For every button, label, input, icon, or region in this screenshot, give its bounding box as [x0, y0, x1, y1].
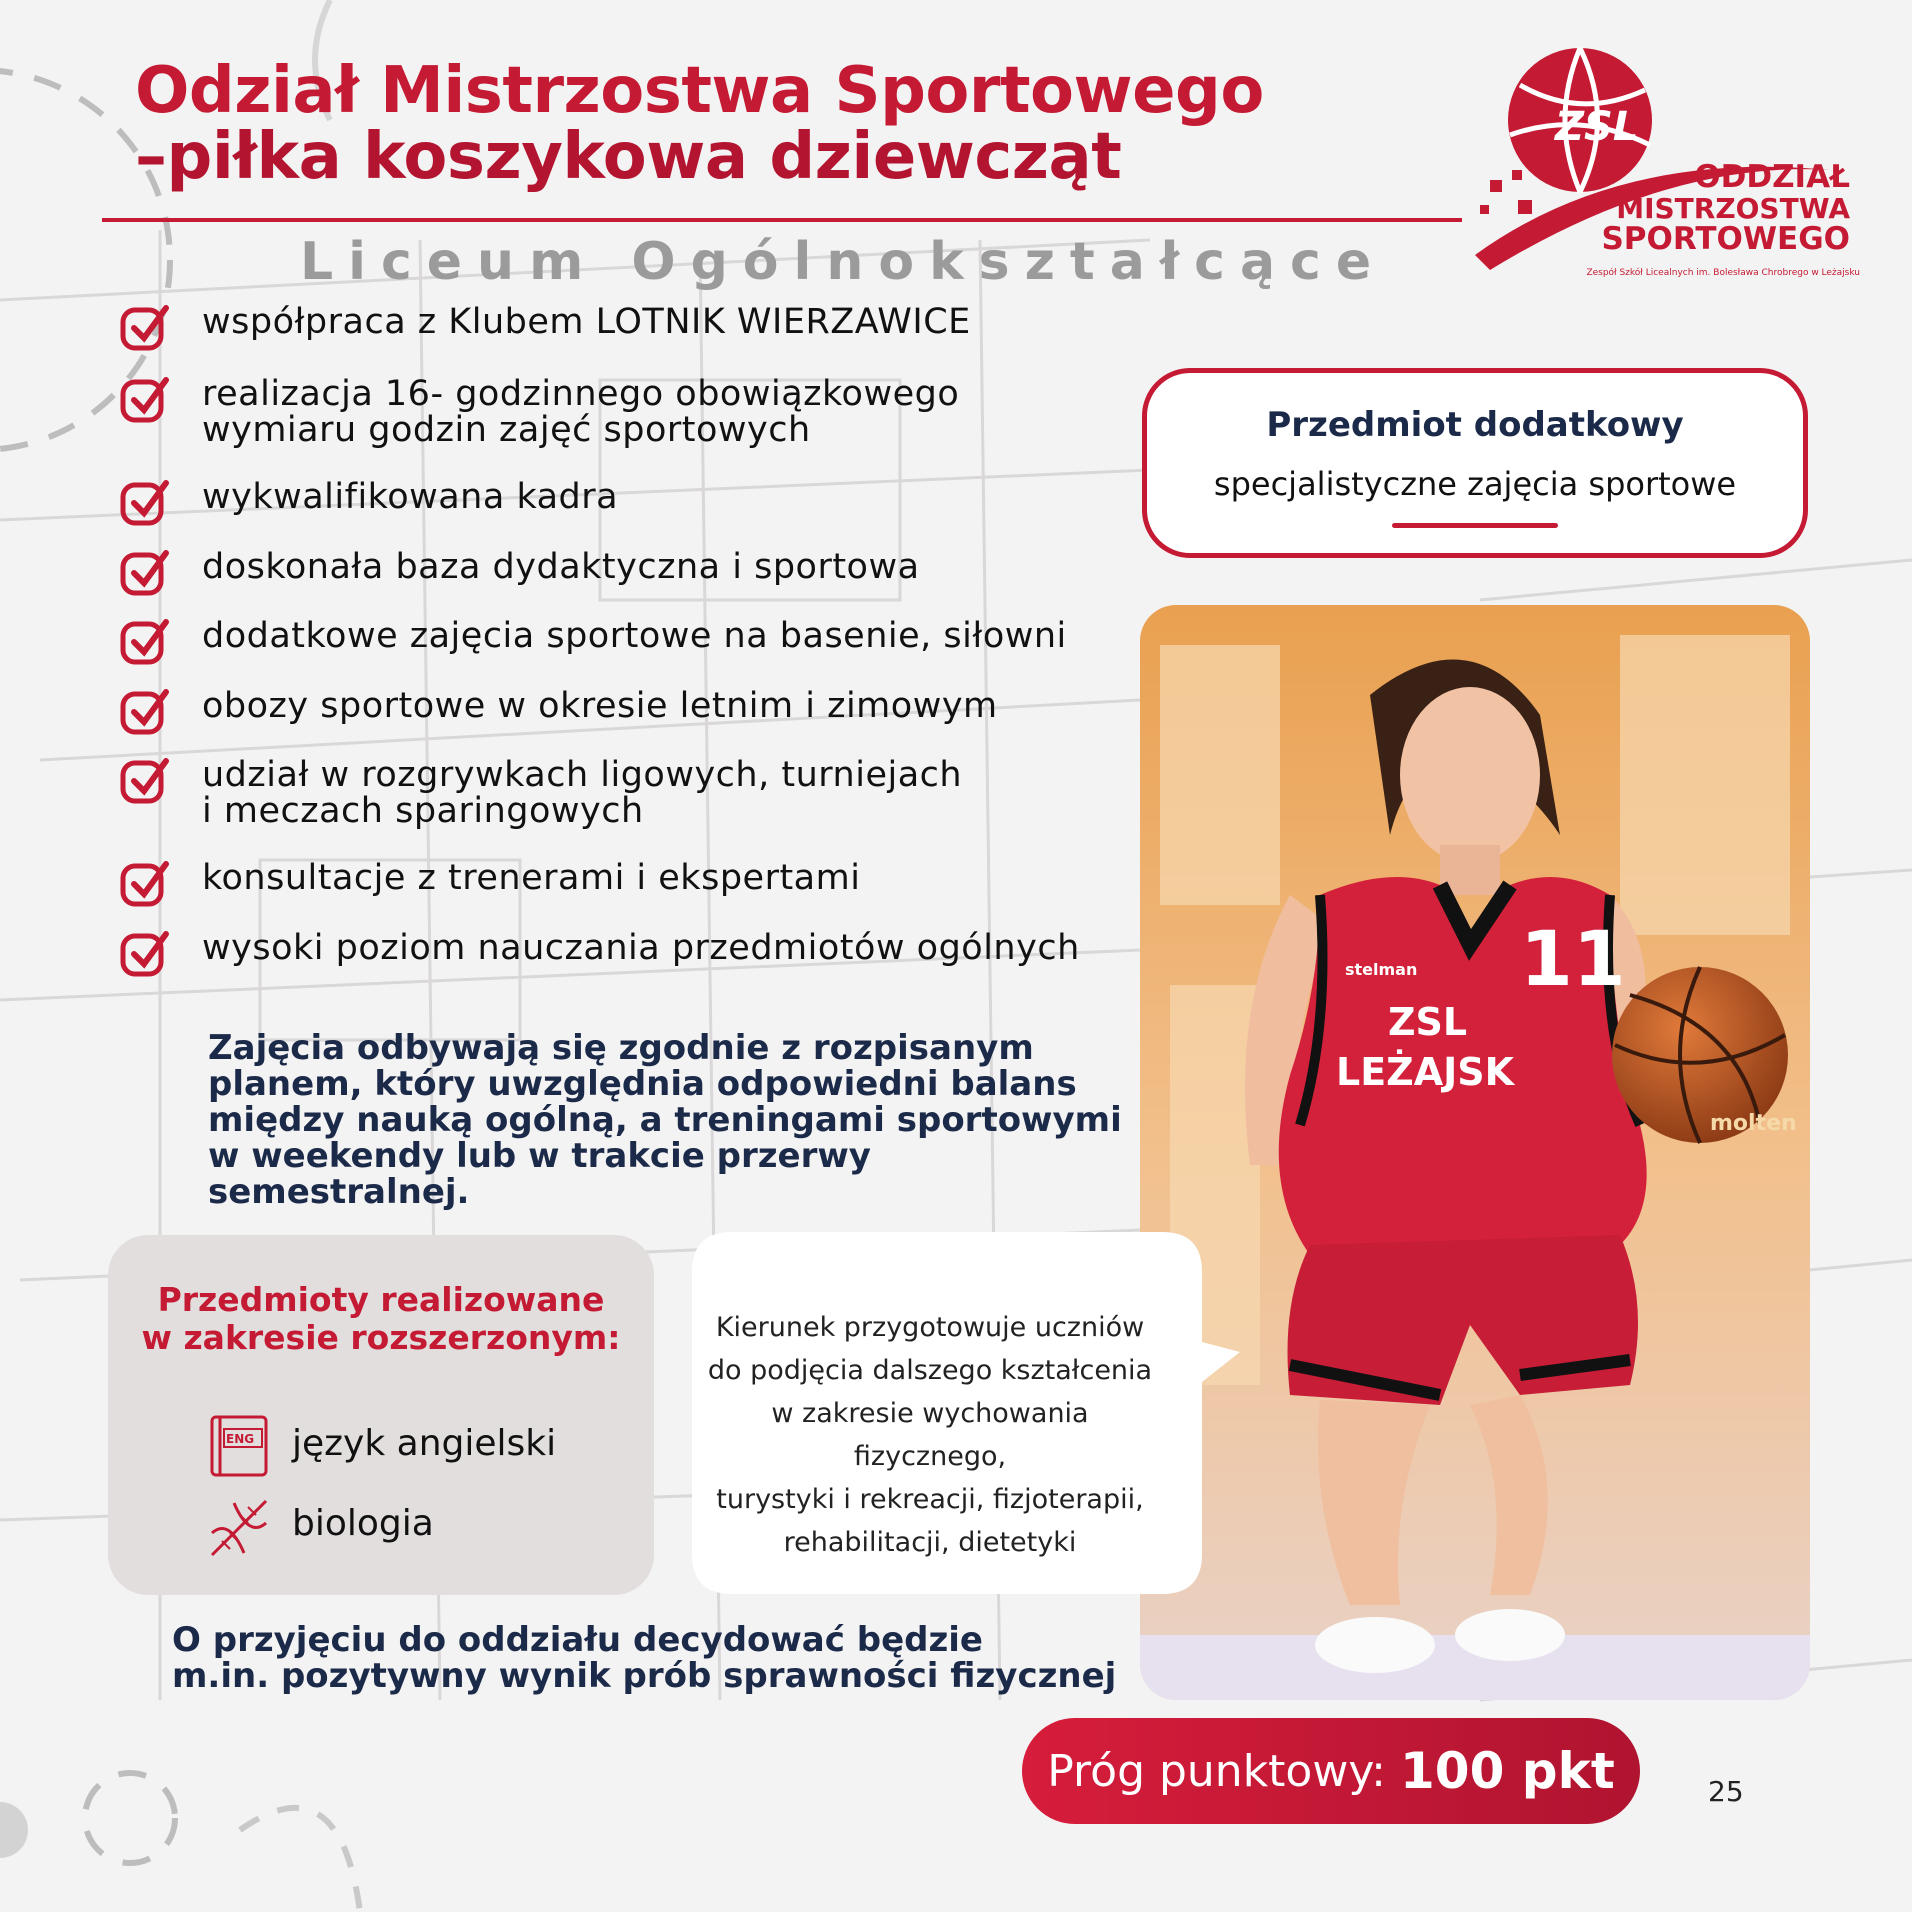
schedule-paragraph: [208, 1030, 1128, 1210]
jersey-text-2: LEŻAJSK: [1336, 1050, 1515, 1094]
subject-biology: biologia: [292, 1503, 434, 1544]
logo-monogram: ZSL: [1555, 104, 1639, 150]
list-item: [118, 614, 1128, 668]
list-item: [118, 753, 1128, 829]
list-item: [118, 684, 1128, 738]
logo-subtext: Zespół Szkół Licealnych im. Bolesława Chrobrego w Leżajsku: [1586, 268, 1860, 278]
title-divider: [102, 218, 1462, 222]
jersey-text-1: ZSL: [1388, 1000, 1468, 1044]
feature-text: wysoki poziom nauczania przedmiotów ogólnych: [202, 928, 1080, 968]
feature-text: udział w rozgrywkach ligowych, turniejach: [202, 755, 963, 795]
logo-line-2: MISTRZOSTWA: [1616, 192, 1850, 225]
extended-heading-line-1: Przedmioty realizowane: [157, 1280, 605, 1319]
points-threshold-badge: [1022, 1718, 1640, 1824]
list-item: [118, 300, 1128, 354]
extra-subject-underline: [1392, 523, 1558, 528]
logo-line-1: ODDZIAŁ: [1694, 159, 1850, 195]
page-number: 25: [1708, 1775, 1744, 1808]
extended-heading-line-2: w zakresie rozszerzonym:: [141, 1318, 621, 1357]
schedule-line-3: między nauką ogólną, a treningami sportowymi: [208, 1100, 1122, 1140]
dna-icon: [204, 1493, 274, 1563]
basketball-player-photo: [1140, 605, 1810, 1700]
english-book-icon-label: ENG: [226, 1432, 255, 1446]
extra-subject-heading: Przedmiot dodatkowy: [1266, 405, 1684, 445]
extended-subjects-box: [108, 1235, 654, 1595]
list-item: [118, 372, 1128, 448]
page-title: [135, 54, 1435, 194]
check-icon: [118, 926, 172, 980]
schedule-line-4: w weekendy lub w trakcie przerwy semestralnej.: [208, 1136, 871, 1212]
check-icon: [118, 300, 172, 354]
bubble-line-4: turystyki i rekreacji, fizjoterapii,: [716, 1484, 1144, 1515]
ball-brand: molten: [1710, 1111, 1797, 1136]
feature-text: dodatkowe zajęcia sportowe na basenie, siłowni: [202, 616, 1067, 656]
extra-subject-value: specjalistyczne zajęcia sportowe: [1213, 465, 1737, 503]
check-icon: [118, 684, 172, 738]
check-icon: [118, 545, 172, 599]
photo-illustration: [1140, 605, 1810, 1700]
feature-text: realizacja 16- godzinnego obowiązkowego: [202, 374, 960, 414]
english-book-icon: [204, 1411, 274, 1481]
schedule-line-2: planem, który uwzględnia odpowiedni balans: [208, 1064, 1077, 1104]
list-item: [118, 545, 1128, 599]
bubble-line-3: w zakresie wychowania fizycznego,: [771, 1398, 1089, 1472]
extended-subjects-heading: [108, 1281, 654, 1357]
title-line-1: Odział Mistrzostwa Sportowego: [135, 54, 1264, 128]
logo-wordmark: [1601, 159, 1850, 257]
bubble-line-5: rehabilitacji, dietetyki: [783, 1527, 1077, 1558]
check-icon: [118, 856, 172, 910]
schedule-line-1: Zajęcia odbywają się zgodnie z rozpisanym: [208, 1028, 1034, 1068]
admission-line-1: O przyjęciu do oddziału decydować będzie: [172, 1620, 983, 1660]
subject-english: język angielski: [292, 1423, 557, 1464]
feature-text: obozy sportowe w okresie letnim i zimowym: [202, 686, 998, 726]
check-icon: [118, 475, 172, 529]
check-icon: [118, 614, 172, 668]
check-icon: [118, 372, 172, 426]
jersey-brand: stelman: [1345, 960, 1418, 979]
points-value: 100 pkt: [1400, 1742, 1615, 1800]
admission-line-2: m.in. pozytywny wynik prób sprawności fizycznej: [172, 1656, 1117, 1696]
feature-text: doskonała baza dydaktyczna i sportowa: [202, 547, 920, 587]
feature-text: współpraca z Klubem LOTNIK WIERZAWICE: [202, 302, 971, 342]
title-line-2: –piłka koszykowa dziewcząt: [135, 120, 1122, 194]
logo-line-3: SPORTOWEGO: [1601, 221, 1850, 257]
list-item: [118, 926, 1128, 980]
feature-text-line2: i meczach sparingowych: [202, 791, 644, 831]
subtitle: Liceum Ogólnokształcące: [300, 232, 1387, 292]
feature-text-line2: wymiaru godzin zajęć sportowych: [202, 410, 811, 450]
extra-subject-box: [1142, 368, 1808, 558]
points-label: Próg punktowy:: [1047, 1745, 1386, 1797]
list-item: [118, 475, 1128, 529]
speech-bubble-text: [700, 1306, 1160, 1564]
admission-note: [172, 1622, 1172, 1694]
check-icon: [118, 753, 172, 807]
feature-text: konsultacje z trenerami i ekspertami: [202, 858, 861, 898]
bubble-line-2: do podjęcia dalszego kształcenia: [707, 1355, 1153, 1386]
list-item: [118, 856, 1128, 910]
bubble-line-1: Kierunek przygotowuje uczniów: [715, 1312, 1145, 1343]
feature-text: wykwalifikowana kadra: [202, 477, 619, 517]
jersey-number: 11: [1520, 914, 1626, 1003]
